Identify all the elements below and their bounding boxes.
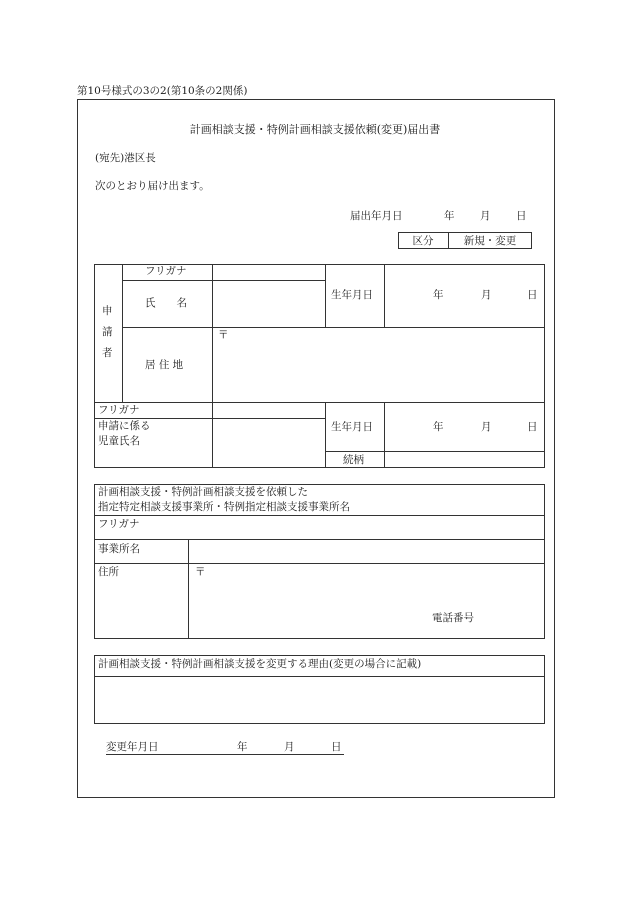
change-date-label: 変更年月日 bbox=[106, 741, 159, 753]
applicant-furigana-label: フリガナ bbox=[145, 265, 187, 277]
change-date-year: 年 bbox=[237, 741, 248, 753]
filing-date-label: 届出年月日 bbox=[350, 210, 403, 222]
change-date-underline bbox=[106, 754, 344, 755]
child-relation-label: 続柄 bbox=[343, 454, 364, 466]
category-label: 区分 bbox=[412, 235, 434, 247]
filing-date-month: 月 bbox=[480, 210, 491, 222]
provider-heading-2: 指定特定相談支援事業所・特例指定相談支援事業所名 bbox=[98, 501, 350, 513]
intro-text: 次のとおり届け出ます。 bbox=[95, 180, 210, 192]
provider-furigana-label: フリガナ bbox=[98, 518, 140, 530]
child-birth-month: 月 bbox=[481, 421, 492, 433]
applicant-address-label: 居 住 地 bbox=[145, 359, 184, 371]
applicant-postal-mark: 〒 bbox=[218, 329, 229, 341]
child-birth-label: 生年月日 bbox=[331, 421, 373, 433]
filing-date-day: 日 bbox=[516, 210, 527, 222]
applicant-name-label: 氏 名 bbox=[145, 297, 187, 309]
reason-heading: 計画相談支援・特例計画相談支援を変更する理由(変更の場合に記載) bbox=[98, 658, 422, 670]
filing-date-year: 年 bbox=[444, 210, 455, 222]
provider-heading-1: 計画相談支援・特例計画相談支援を依頼した bbox=[98, 486, 308, 498]
applicant-label-3: 者 bbox=[102, 347, 113, 359]
change-date-month: 月 bbox=[284, 741, 295, 753]
change-date-day: 日 bbox=[331, 741, 342, 753]
category-value[interactable]: 新規・変更 bbox=[463, 235, 517, 247]
form-title: 計画相談支援・特例計画相談支援依頼(変更)届出書 bbox=[189, 123, 441, 136]
child-birth-year: 年 bbox=[433, 421, 444, 433]
addressee: (宛先)港区長 bbox=[95, 152, 156, 164]
provider-postal-mark: 〒 bbox=[195, 566, 206, 578]
child-furigana-label: フリガナ bbox=[98, 404, 140, 416]
provider-phone-label: 電話番号 bbox=[432, 612, 474, 624]
provider-address-label: 住所 bbox=[98, 566, 119, 578]
child-name-label-2: 児童氏名 bbox=[98, 435, 140, 447]
form-number: 第10号様式の3の2(第10条の2関係) bbox=[77, 85, 248, 97]
child-name-label-1: 申請に係る bbox=[98, 420, 151, 432]
child-birth-day: 日 bbox=[527, 421, 538, 433]
applicant-birth-year: 年 bbox=[433, 289, 444, 301]
applicant-birth-label: 生年月日 bbox=[331, 289, 373, 301]
applicant-birth-day: 日 bbox=[527, 289, 538, 301]
applicant-label-2: 請 bbox=[102, 326, 113, 338]
provider-office-label: 事業所名 bbox=[98, 543, 140, 555]
applicant-birth-month: 月 bbox=[481, 289, 492, 301]
applicant-label-1: 申 bbox=[102, 305, 113, 317]
